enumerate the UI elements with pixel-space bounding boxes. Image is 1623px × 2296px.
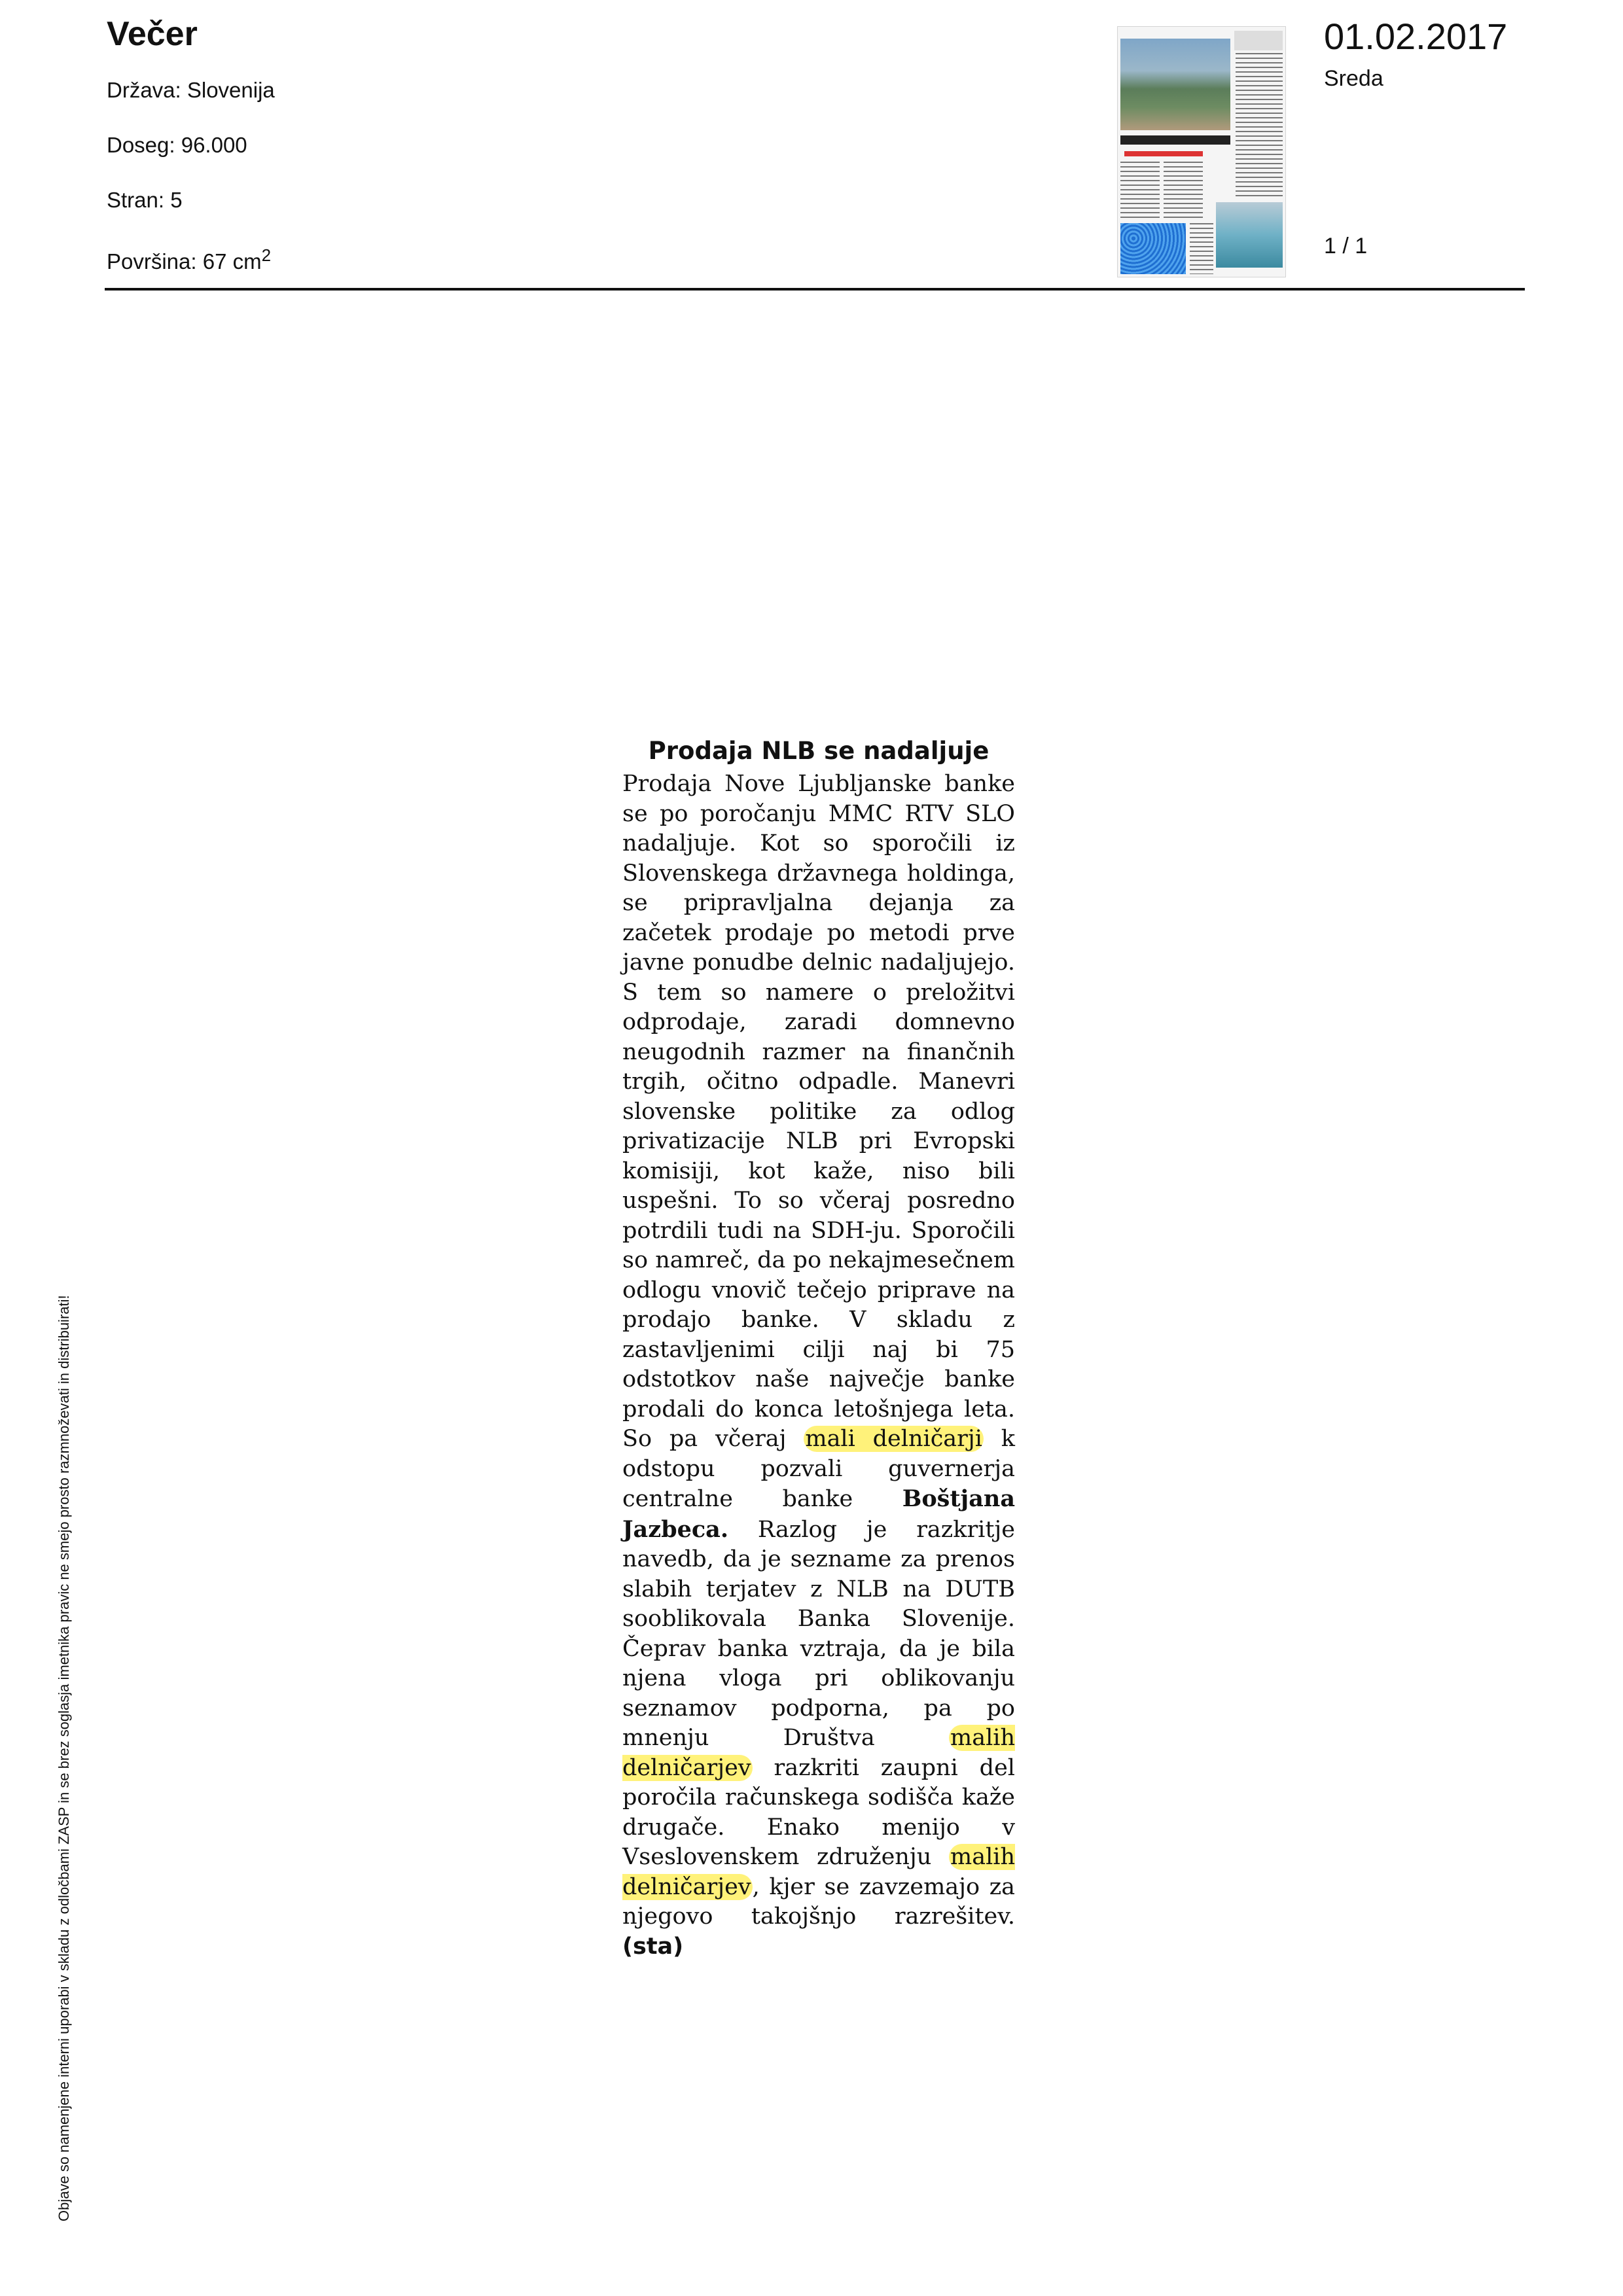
page-counter: 1 / 1 [1324,234,1368,258]
highlighted-term: mali delničarji [805,1426,982,1452]
thumbnail-subhead [1124,151,1203,156]
header-divider [105,288,1525,291]
country-label: Država: Slovenija [107,78,275,102]
article-text: , kjer se zavzemajo za njegovo takojšnjo razrešitev. [622,1873,1015,1930]
article-title: Prodaja NLB se nadaljuje [648,737,990,765]
thumbnail-text-column [1190,223,1213,274]
highlighted-term: malih delničarjev [622,1725,1015,1781]
publication-name: Večer [107,15,198,53]
newspaper-page-thumbnail [1117,26,1286,277]
person-name: Boštjana Jazbeca. [622,1485,1015,1543]
thumbnail-photo-top [1120,39,1230,130]
thumbnail-text-column [1120,162,1160,219]
area-unit-exponent: 2 [261,245,272,265]
thumbnail-text-column [1236,53,1283,197]
thumbnail-text-column [1164,162,1203,219]
area-value: Površina: 67 cm [107,249,262,274]
article-text: k odstopu pozvali guvernerja centralne banke [622,1426,1015,1512]
article [622,735,1015,1962]
thumbnail-photo-bottom [1216,202,1283,268]
thumbnail-header-box [1234,31,1283,50]
thumbnail-ad [1120,223,1186,274]
article-body [622,769,1015,1962]
highlighted-term: malih delničarjev [622,1844,1015,1900]
issue-date: 01.02.2017 [1324,16,1508,57]
article-text: razkriti zaupni del poročila računskega sodišča kaže drugače. Enako menijo v Vseslovenskem združenju [622,1754,1015,1870]
reach-label: Doseg: 96.000 [107,133,247,157]
article-text: Razlog je razkritje navedb, da je sezname za prenos slabih terjatev z NLB na DUTB sooblikovala Banka Slovenije. Čeprav banka vztraja, da je bila njena vloga pri oblikovanju seznamov podporna, pa po mnenju Društva [622,1516,1015,1751]
issue-weekday: Sreda [1324,66,1383,91]
thumbnail-headline [1120,135,1230,145]
copyright-notice: Objave so namenjene interni uporabi v skladu z odločbami ZASP in se brez soglasja imetnika pravic ne smejo prosto razmnoževati in distribuirati! [56,1295,72,2221]
article-signature: (sta) [622,1933,684,1960]
article-text: Prodaja Nove Ljubljanske banke se po poročanju MMC RTV SLO nadaljuje. Kot so sporočili iz Slovenskega državnega holdinga, se pripravljalna dejanja za začetek prodaje po metodi prve javne ponudbe delnic nadaljujejo. S tem so namere o preložitvi odprodaje, zaradi domnevno neugodnih razmer na finančnih trgih, očitno odpadle. Manevri slovenske politike za odlog privatizacije NLB pri Evropski komisiji, kot kaže, niso bili uspešni. To so včeraj posredno potrdili tudi na SDH-ju. Sporočili so namreč, da po nekajmesečnem odlogu vnovič tečejo priprave na prodajo banke. V skladu z zastavljenimi cilji naj bi 75 odstotkov naše največje banke prodali do konca letošnjega leta. So pa včeraj [622,771,1015,1452]
area-label [107,242,275,275]
page-label: Stran: 5 [107,188,183,212]
publication-meta [107,14,275,304]
